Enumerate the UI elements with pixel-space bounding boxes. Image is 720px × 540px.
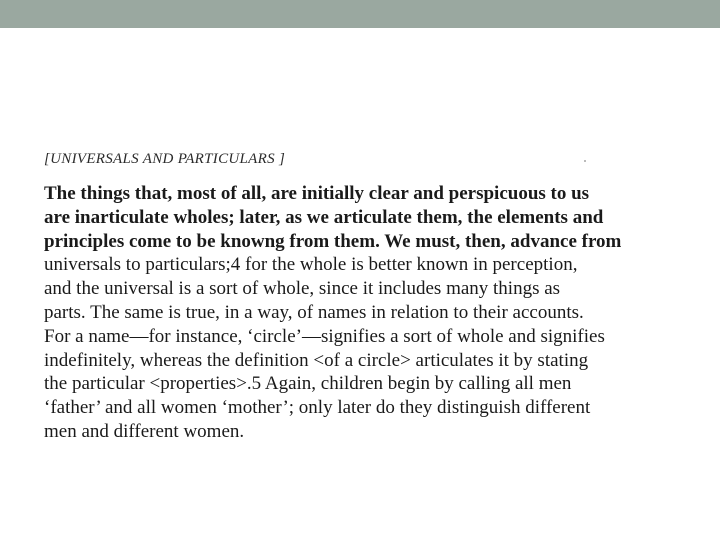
text-line: indefinitely, whereas the definition <of a circle> articulates it by stating xyxy=(44,349,589,371)
text-line: universals to particulars;4 for the whole is better known in perception, xyxy=(44,254,578,276)
text-line: ‘father’ and all women ‘mother’; only later do they distinguish different xyxy=(44,397,591,419)
text-line: men and different women. xyxy=(44,420,245,442)
text-line: For a name—for instance, ‘circle’—signifies a sort of whole and signifies xyxy=(44,325,605,347)
scan-speck xyxy=(584,160,586,162)
text-line: are inarticulate wholes; later, as we articulate them, the elements and xyxy=(44,206,604,228)
scanned-text-block xyxy=(36,150,686,444)
text-line: principles come to be knowng from them. We must, then, advance from xyxy=(44,230,622,252)
text-line: the particular <properties>.5 Again, children begin by calling all men xyxy=(44,373,572,395)
section-heading: [UNIVERSALS AND PARTICULARS ] xyxy=(44,151,286,167)
text-line: The things that, most of all, are initially clear and perspicuous to us xyxy=(44,183,590,204)
text-line: parts. The same is true, in a way, of names in relation to their accounts. xyxy=(44,301,584,323)
text-line: and the universal is a sort of whole, since it includes many things as xyxy=(44,278,561,300)
header-bar xyxy=(0,0,720,28)
